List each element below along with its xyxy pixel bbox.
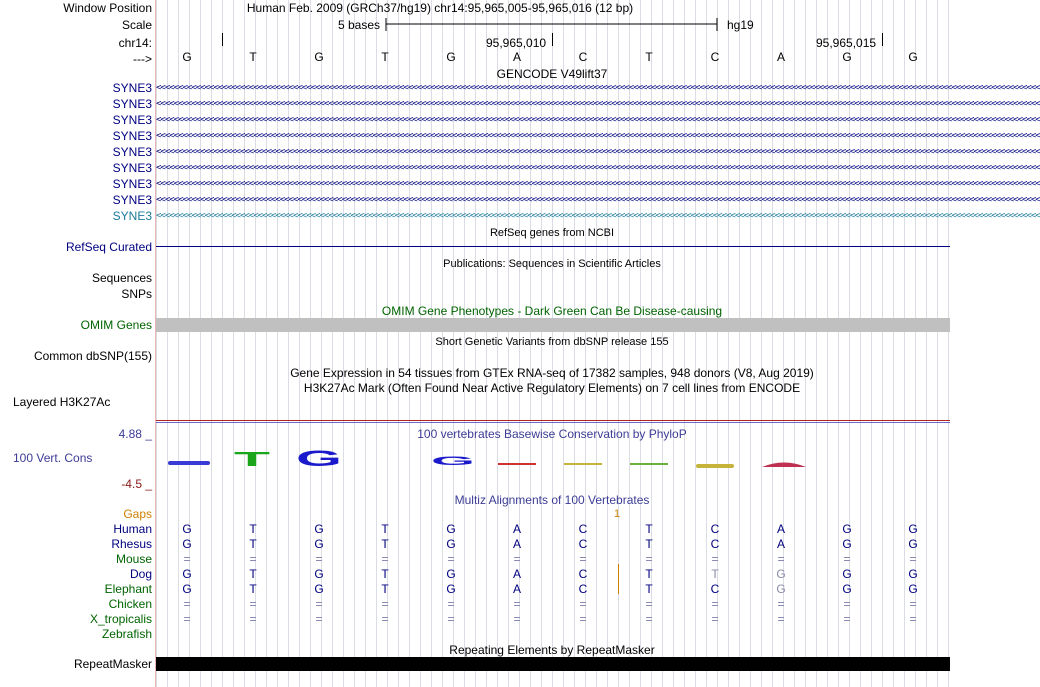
base-7: C <box>578 50 588 64</box>
align-mouse-11: = <box>843 552 851 566</box>
align-elephant-11: G <box>842 582 852 596</box>
conservation-logo <box>156 440 950 480</box>
refseq-gene-line[interactable] <box>156 246 950 247</box>
align-elephant-2: T <box>249 582 257 596</box>
h3k27ac-baseline <box>156 420 950 421</box>
base-4: T <box>381 50 389 64</box>
assembly-label: hg19 <box>727 18 754 32</box>
h3k27ac-baseline-2 <box>156 422 950 423</box>
strand-label: ---> <box>133 52 152 66</box>
align-rhesus-7: C <box>578 537 588 551</box>
align-human-8: T <box>645 522 653 536</box>
snps-label[interactable]: SNPs <box>121 287 152 301</box>
align-mouse-2: = <box>249 552 257 566</box>
align-x-tropicalis-4: = <box>381 612 389 626</box>
align-dog-10: G <box>776 567 786 581</box>
align-dog-12: G <box>908 567 918 581</box>
align-rhesus-6: A <box>512 537 521 551</box>
align-rhesus-11: G <box>842 537 852 551</box>
cons-logo-6 <box>498 463 536 465</box>
dbsnp-label[interactable]: Common dbSNP(155) <box>33 349 152 363</box>
sequences-label[interactable]: Sequences <box>91 271 152 285</box>
align-dog-11: G <box>842 567 852 581</box>
align-mouse-3: = <box>315 552 323 566</box>
align-mouse-1: = <box>183 552 191 566</box>
gencode-transcript-7[interactable]: <<<<<<<<<<<<<<<<<<<<<<<<<<<<<<<<<<<<<<<<<<<<<<<<<<<<<<<<<<<<<<<<<<<<<<<<<<<<<<<<<<<<<<<<<<<<<<<<<<<<<<<<<<<<<<<<<<<<<<<<<<<<<<<<<<<<<<<<<<<<<<<<<<<<<<<<<<<<<<<<<<<<<<<<<<<<<<<<<<<<<<<<<<<<<<<<<<<<<<<< <box>156 179 1040 189</box>
align-mouse-6: = <box>513 552 521 566</box>
align-dog-9: T <box>711 567 719 581</box>
base-3: G <box>314 50 324 64</box>
align-human-11: G <box>842 522 852 536</box>
species-label-dog[interactable]: Dog <box>129 567 152 581</box>
align-rhesus-12: G <box>908 537 918 551</box>
align-dog-4: T <box>381 567 389 581</box>
refseq-label[interactable]: RefSeq Curated <box>65 240 152 254</box>
gaps-label: Gaps <box>123 507 152 521</box>
cons-logo-10 <box>762 463 806 468</box>
base-9: C <box>710 50 720 64</box>
align-dog-1: G <box>182 567 192 581</box>
align-dog-5: G <box>446 567 456 581</box>
repeatmasker-label[interactable]: RepeatMasker <box>73 657 152 671</box>
refseq-title: RefSeq genes from NCBI <box>489 227 615 239</box>
align-human-12: G <box>908 522 918 536</box>
base-6: A <box>512 50 521 64</box>
align-human-4: T <box>381 522 389 536</box>
align-mouse-9: = <box>711 552 719 566</box>
align-x-tropicalis-1: = <box>183 612 191 626</box>
align-x-tropicalis-3: = <box>315 612 323 626</box>
align-human-6: A <box>512 522 521 536</box>
align-rhesus-1: G <box>182 537 192 551</box>
align-mouse-5: = <box>447 552 455 566</box>
gene-label-syne3-4[interactable]: SYNE3 <box>112 129 152 143</box>
species-label-zebrafish[interactable]: Zebrafish <box>101 627 152 641</box>
base-10: A <box>776 50 785 64</box>
repeatmasker-bar[interactable] <box>156 657 950 671</box>
track-image[interactable] <box>156 0 1040 687</box>
align-chicken-2: = <box>249 597 257 611</box>
align-dog-3: G <box>314 567 324 581</box>
align-elephant-10: G <box>776 582 786 596</box>
conservation-min: -4.5 _ <box>121 477 152 491</box>
gencode-transcript-3[interactable]: <<<<<<<<<<<<<<<<<<<<<<<<<<<<<<<<<<<<<<<<<<<<<<<<<<<<<<<<<<<<<<<<<<<<<<<<<<<<<<<<<<<<<<<<<<<<<<<<<<<<<<<<<<<<<<<<<<<<<<<<<<<<<<<<<<<<<<<<<<<<<<<<<<<<<<<<<<<<<<<<<<<<<<<<<<<<<<<<<<<<<<<<<<<<<<<<<<<<<<<< <box>156 115 1040 125</box>
position-text: Human Feb. 2009 (GRCh37/hg19) chr14:95,965,005-95,965,016 (12 bp) <box>246 1 634 15</box>
base-1: G <box>182 50 192 64</box>
align-human-3: G <box>314 522 324 536</box>
species-label-rhesus[interactable]: Rhesus <box>111 537 152 551</box>
align-dog-7: C <box>578 567 588 581</box>
align-x-tropicalis-9: = <box>711 612 719 626</box>
gene-label-syne3-7[interactable]: SYNE3 <box>112 177 152 191</box>
align-rhesus-3: G <box>314 537 324 551</box>
align-human-7: C <box>578 522 588 536</box>
align-mouse-12: = <box>909 552 917 566</box>
ruler-tick-start <box>222 33 223 46</box>
align-elephant-7: C <box>578 582 588 596</box>
align-dog-2: T <box>249 567 257 581</box>
ruler-tick-1 <box>552 33 553 46</box>
align-x-tropicalis-10: = <box>777 612 785 626</box>
conservation-title: 100 vertebrates Basewise Conservation by PhyloP <box>417 427 687 441</box>
align-mouse-8: = <box>645 552 653 566</box>
base-5: G <box>446 50 456 64</box>
h3k27ac-title: H3K27Ac Mark (Often Found Near Active Regulatory Elements) on 7 cell lines from ENCODE <box>303 381 801 395</box>
align-human-5: G <box>446 522 456 536</box>
align-chicken-3: = <box>315 597 323 611</box>
omim-gene-bar[interactable] <box>156 318 950 332</box>
omim-label[interactable]: OMIM Genes <box>80 318 152 332</box>
align-dog-8: T <box>645 567 653 581</box>
align-human-10: A <box>776 522 785 536</box>
cons-logo-7 <box>564 463 602 465</box>
gencode-title: GENCODE V49lift37 <box>496 67 608 81</box>
align-human-9: C <box>710 522 720 536</box>
cons-logo-9 <box>696 464 734 468</box>
gene-label-syne3-8[interactable]: SYNE3 <box>112 193 152 207</box>
scale-label: Scale <box>121 18 152 32</box>
base-11: G <box>842 50 852 64</box>
gencode-transcript-1[interactable]: <<<<<<<<<<<<<<<<<<<<<<<<<<<<<<<<<<<<<<<<<<<<<<<<<<<<<<<<<<<<<<<<<<<<<<<<<<<<<<<<<<<<<<<<<<<<<<<<<<<<<<<<<<<<<<<<<<<<<<<<<<<<<<<<<<<<<<<<<<<<<<<<<<<<<<<<<<<<<<<<<<<<<<<<<<<<<<<<<<<<<<<<<<<<<<<<<<<<<<<< <box>156 83 1040 93</box>
gene-label-syne3-5[interactable]: SYNE3 <box>112 145 152 159</box>
align-mouse-4: = <box>381 552 389 566</box>
align-x-tropicalis-12: = <box>909 612 917 626</box>
gencode-transcript-6[interactable]: <<<<<<<<<<<<<<<<<<<<<<<<<<<<<<<<<<<<<<<<<<<<<<<<<<<<<<<<<<<<<<<<<<<<<<<<<<<<<<<<<<<<<<<<<<<<<<<<<<<<<<<<<<<<<<<<<<<<<<<<<<<<<<<<<<<<<<<<<<<<<<<<<<<<<<<<<<<<<<<<<<<<<<<<<<<<<<<<<<<<<<<<<<<<<<<<<<<<<<<< <box>156 163 1040 173</box>
gencode-transcript-2[interactable]: <<<<<<<<<<<<<<<<<<<<<<<<<<<<<<<<<<<<<<<<<<<<<<<<<<<<<<<<<<<<<<<<<<<<<<<<<<<<<<<<<<<<<<<<<<<<<<<<<<<<<<<<<<<<<<<<<<<<<<<<<<<<<<<<<<<<<<<<<<<<<<<<<<<<<<<<<<<<<<<<<<<<<<<<<<<<<<<<<<<<<<<<<<<<<<<<<<<<<<<< <box>156 99 1040 109</box>
gencode-transcript-4[interactable]: <<<<<<<<<<<<<<<<<<<<<<<<<<<<<<<<<<<<<<<<<<<<<<<<<<<<<<<<<<<<<<<<<<<<<<<<<<<<<<<<<<<<<<<<<<<<<<<<<<<<<<<<<<<<<<<<<<<<<<<<<<<<<<<<<<<<<<<<<<<<<<<<<<<<<<<<<<<<<<<<<<<<<<<<<<<<<<<<<<<<<<<<<<<<<<<<<<<<<<<< <box>156 131 1040 141</box>
cons-logo-3: G <box>296 446 342 471</box>
dbsnp-title: Short Genetic Variants from dbSNP release 155 <box>435 336 669 348</box>
species-label-elephant[interactable]: Elephant <box>104 582 152 596</box>
conservation-label[interactable]: 100 Vert. Cons <box>13 451 93 465</box>
gene-label-syne3-1[interactable]: SYNE3 <box>112 81 152 95</box>
gtex-title: Gene Expression in 54 tissues from GTEx RNA-seq of 17382 samples, 948 donors (V8, Aug 2019) <box>290 366 814 380</box>
cons-logo-1 <box>168 461 210 465</box>
track-labels <box>0 0 155 687</box>
align-chicken-9: = <box>711 597 719 611</box>
align-x-tropicalis-5: = <box>447 612 455 626</box>
h3k27ac-label[interactable]: Layered H3K27Ac <box>13 395 111 409</box>
align-chicken-11: = <box>843 597 851 611</box>
align-chicken-8: = <box>645 597 653 611</box>
align-mouse-7: = <box>579 552 587 566</box>
align-elephant-9: C <box>710 582 720 596</box>
gene-label-syne3-6[interactable]: SYNE3 <box>112 161 152 175</box>
align-dog-6: A <box>512 567 521 581</box>
align-elephant-4: T <box>381 582 389 596</box>
align-x-tropicalis-11: = <box>843 612 851 626</box>
gencode-transcript-8[interactable]: <<<<<<<<<<<<<<<<<<<<<<<<<<<<<<<<<<<<<<<<<<<<<<<<<<<<<<<<<<<<<<<<<<<<<<<<<<<<<<<<<<<<<<<<<<<<<<<<<<<<<<<<<<<<<<<<<<<<<<<<<<<<<<<<<<<<<<<<<<<<<<<<<<<<<<<<<<<<<<<<<<<<<<<<<<<<<<<<<<<<<<<<<<<<<<<<<<<<<<<< <box>156 195 1040 205</box>
ruler-coord-2: 95,965,015 <box>816 36 877 50</box>
align-chicken-7: = <box>579 597 587 611</box>
scale-bar <box>384 16 720 32</box>
align-elephant-5: G <box>446 582 456 596</box>
align-elephant-6: A <box>512 582 521 596</box>
gene-label-syne3-9[interactable]: SYNE3 <box>112 209 152 223</box>
base-2: T <box>249 50 257 64</box>
align-x-tropicalis-2: = <box>249 612 257 626</box>
species-label-human[interactable]: Human <box>113 522 152 536</box>
species-label-chicken[interactable]: Chicken <box>108 597 152 611</box>
gencode-transcript-9[interactable]: <<<<<<<<<<<<<<<<<<<<<<<<<<<<<<<<<<<<<<<<<<<<<<<<<<<<<<<<<<<<<<<<<<<<<<<<<<<<<<<<<<<<<<<<<<<<<<<<<<<<<<<<<<<<<<<<<<<<<<<<<<<<<<<<<<<<<<<<<<<<<<<<<<<<<<<<<<<<<<<<<<<<<<<<<<<<<<<<<<<<<<<<<<<<<<<<<<<<<<<< <box>156 211 1040 221</box>
gencode-transcript-5[interactable]: <<<<<<<<<<<<<<<<<<<<<<<<<<<<<<<<<<<<<<<<<<<<<<<<<<<<<<<<<<<<<<<<<<<<<<<<<<<<<<<<<<<<<<<<<<<<<<<<<<<<<<<<<<<<<<<<<<<<<<<<<<<<<<<<<<<<<<<<<<<<<<<<<<<<<<<<<<<<<<<<<<<<<<<<<<<<<<<<<<<<<<<<<<<<<<<<<<<<<<<< <box>156 147 1040 157</box>
species-label-x-tropicalis[interactable]: X_tropicalis <box>89 612 152 626</box>
window-position-label: Window Position <box>63 1 152 15</box>
cons-logo-2: T <box>234 449 270 471</box>
conservation-max: 4.88 _ <box>118 427 152 441</box>
base-8: T <box>645 50 653 64</box>
gene-label-syne3-2[interactable]: SYNE3 <box>112 97 152 111</box>
omim-title: OMIM Gene Phenotypes - Dark Green Can Be Disease-causing <box>381 304 723 318</box>
ruler-tick-2 <box>882 33 883 46</box>
scale-text: 5 bases <box>338 18 381 32</box>
align-rhesus-8: T <box>645 537 653 551</box>
species-label-mouse[interactable]: Mouse <box>115 552 152 566</box>
align-x-tropicalis-7: = <box>579 612 587 626</box>
align-chicken-1: = <box>183 597 191 611</box>
gap-count: 1 <box>614 508 621 520</box>
align-rhesus-2: T <box>249 537 257 551</box>
cons-logo-8 <box>630 463 668 465</box>
align-rhesus-10: A <box>776 537 785 551</box>
cons-logo-5: G <box>431 454 475 468</box>
align-chicken-6: = <box>513 597 521 611</box>
align-elephant-1: G <box>182 582 192 596</box>
align-rhesus-5: G <box>446 537 456 551</box>
align-human-2: T <box>249 522 257 536</box>
chrom-label: chr14: <box>118 36 152 50</box>
publications-title: Publications: Sequences in Scientific Articles <box>443 258 661 270</box>
align-elephant-12: G <box>908 582 918 596</box>
align-chicken-5: = <box>447 597 455 611</box>
align-chicken-4: = <box>381 597 389 611</box>
ruler-coord-1: 95,965,010 <box>486 36 547 50</box>
multiz-title: Multiz Alignments of 100 Vertebrates <box>454 493 650 507</box>
repeatmasker-title: Repeating Elements by RepeatMasker <box>449 643 655 657</box>
insertion-marker <box>618 564 619 594</box>
align-rhesus-4: T <box>381 537 389 551</box>
base-12: G <box>908 50 918 64</box>
align-x-tropicalis-8: = <box>645 612 653 626</box>
align-chicken-10: = <box>777 597 785 611</box>
align-chicken-12: = <box>909 597 917 611</box>
align-elephant-8: T <box>645 582 653 596</box>
align-elephant-3: G <box>314 582 324 596</box>
align-mouse-10: = <box>777 552 785 566</box>
gene-label-syne3-3[interactable]: SYNE3 <box>112 113 152 127</box>
align-rhesus-9: C <box>710 537 720 551</box>
align-human-1: G <box>182 522 192 536</box>
align-x-tropicalis-6: = <box>513 612 521 626</box>
